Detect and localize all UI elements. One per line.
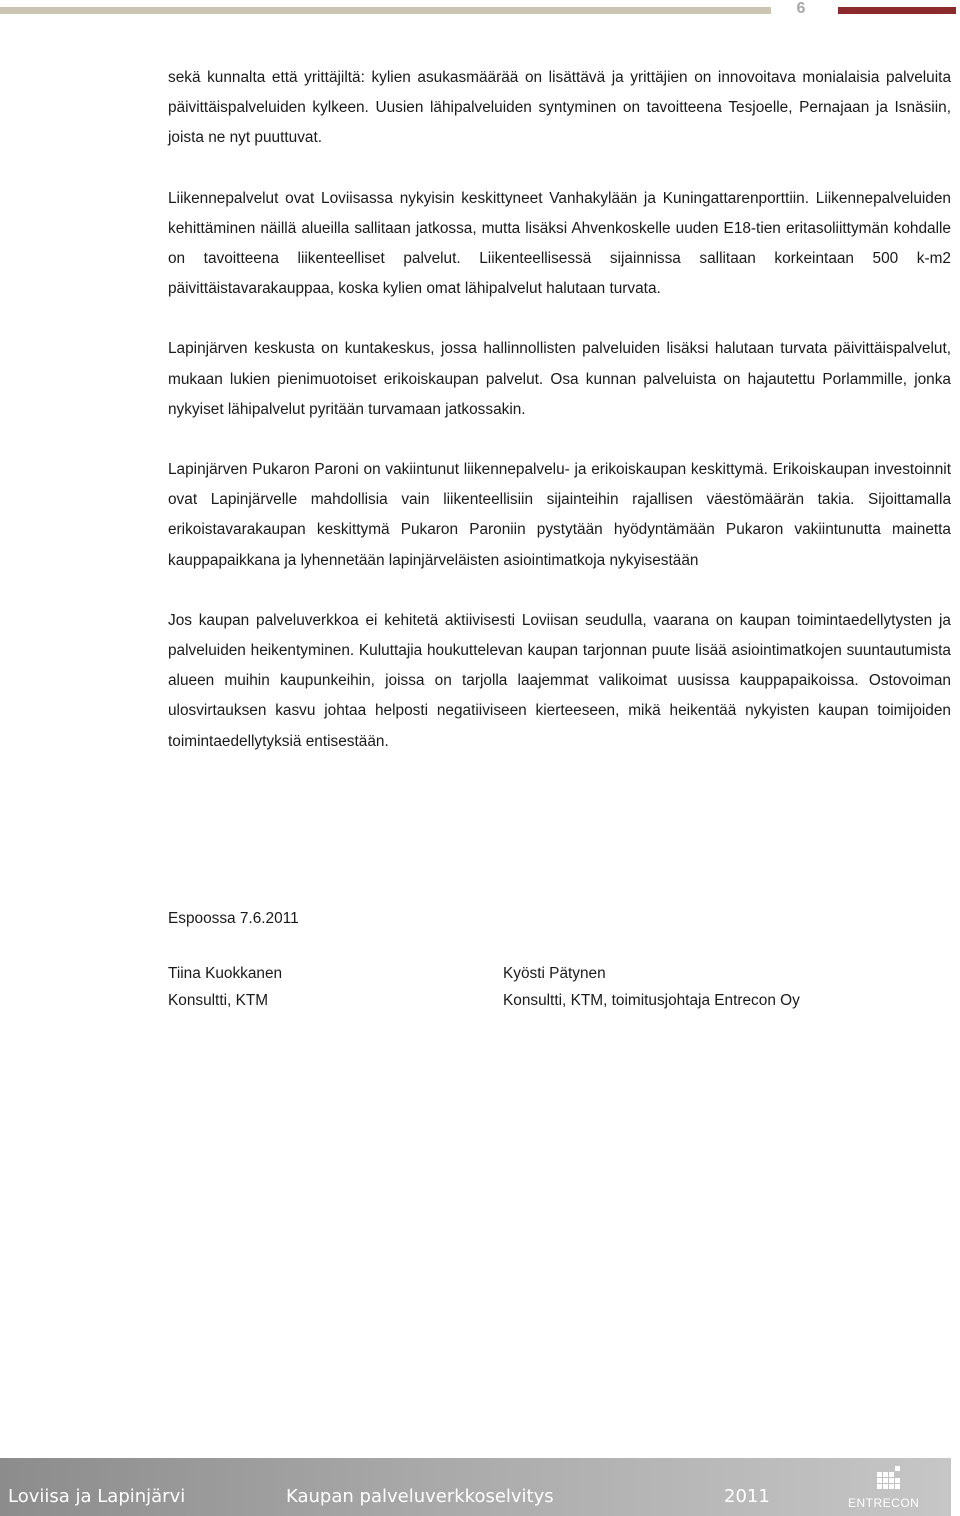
entrecon-grid-logo-icon [877,1466,901,1490]
header-rule-right [838,7,956,14]
paragraph: sekä kunnalta että yrittäjiltä: kylien asukasmäärää on lisättävä ja yrittäjien on innovoitava monialaisia palveluita päivittäispalveluiden kylkeen. Uusien lähipalveluiden syntyminen on tavoitteena Tesjoelle, Pernajaan ja Isnäsiin, joista ne nyt puuttuvat. [168,69,951,147]
place-and-date: Espoossa 7.6.2011 [168,910,299,927]
page-number: 6 [796,0,806,17]
signer-title: Konsultti, KTM, toimitusjohtaja Entrecon Oy [503,992,800,1009]
paragraph: Jos kaupan palveluverkkoa ei kehitetä aktiivisesti Loviisan seudulla, vaarana on kaupan toimintaedellytysten ja palveluiden heikentyminen. Kuluttajia houkuttelevan kaupan tarjonnan puute lisää asiointimatkojen suuntautumista alueen muihin kaupunkeihin, joissa on tarjolla laajemmat valikoimat uusissa kauppapaikoissa. Ostovoiman ulosvirtauksen kasvu johtaa helposti negatiiviseen kierteeseen, mikä heikentää nykyisten kaupan toimijoiden toimintaedellytyksiä entisestään. [168,611,951,750]
signer-name: Tiina Kuokkanen [168,965,283,982]
paragraph: Lapinjärven Pukaron Paroni on vakiintunut liikennepalvelu- ja erikoiskaupan keskittymä. Erikoiskaupan investoinnit ovat Lapinjärvelle mahdollisia vain liikenteellisiin sijainteihin rajallisen väestömäärän takia. Sijoittamalla erikoistavarakaupan keskittymä Pukaron Paroniin pystytään hyödyntämään Pukaron vakiintunutta mainetta kauppapaikkana ja lyhennetään lapinjärveläisten asiointimatkoja nykyisestään [168,461,951,569]
footer-logo-text: ENTRECON [848,1496,920,1510]
signer-title: Konsultti, KTM [168,992,269,1009]
paragraph: Lapinjärven keskusta on kuntakeskus, jossa hallinnollisten palveluiden lisäksi halutaan turvata päivittäispalvelut, mukaan lukien pienimuotoiset erikoiskaupan palvelut. Osa kunnan palveluista on hajautettu Porlammille, jonka nykyiset lähipalvelut pyritään turvamaan jatkossakin. [168,340,951,418]
paragraph: Liikennepalvelut ovat Loviisassa nykyisin keskittyneet Vanhakylään ja Kuningattarenporttiin. Liikennepalveluiden kehittäminen näillä alueilla sallitaan jatkossa, mutta lisäksi Ahvenkoskelle uuden E18-tien eritasoliittymän kohdalle on tavoitteena liikenteelliset palvelut. Liikenteellisessä sijainnissa sallitaan korkeintaan 500 k-m2 päivittäistavarakauppaa, koska kylien omat lähipalvelut halutaan turvata. [168,189,951,298]
signature-block-left [168,960,282,1014]
signer-name: Kyösti Pätynen [503,965,606,982]
footer-municipalities: Loviisa ja Lapinjärvi [8,1486,186,1507]
header-rule-left [0,7,771,14]
signature-block-right [503,960,800,1014]
footer-year: 2011 [724,1486,770,1507]
document-body [168,63,951,787]
footer-report-title: Kaupan palveluverkkoselvitys [286,1486,554,1507]
